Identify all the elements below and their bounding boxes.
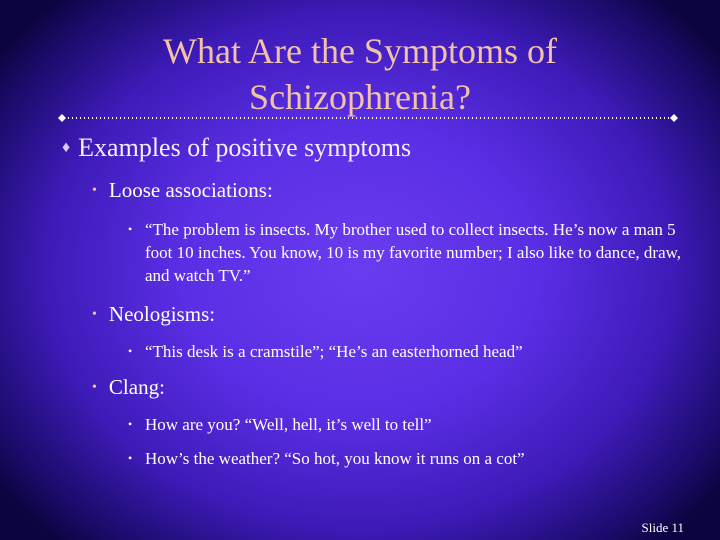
bullet-icon: •	[128, 222, 133, 236]
sub-bullet-text: How’s the weather? “So hot, you know it runs on a cot”	[145, 449, 525, 468]
bullet-loose-associations	[92, 178, 273, 203]
bullet-neologisms	[92, 302, 215, 327]
bullet-icon: •	[128, 451, 133, 465]
title-line-1: What Are the Symptoms of	[163, 31, 557, 71]
bullet-clang	[92, 375, 165, 400]
diamond-bullet-icon: ♦	[62, 139, 71, 156]
bullet-icon: •	[128, 417, 133, 431]
bullet-icon: •	[128, 344, 133, 358]
slide-number: Slide 11	[641, 520, 684, 535]
bullet-label: Neologisms:	[108, 302, 216, 326]
heading-text: Examples of positive symptoms	[78, 133, 412, 162]
bullet-icon: •	[92, 183, 97, 198]
sub-bullet-text: “This desk is a cramstile”; “He’s an easterhorned head”	[145, 342, 523, 361]
bullet-icon: •	[92, 380, 97, 395]
sub-bullet-clang-2	[128, 447, 688, 470]
slide-title	[0, 28, 720, 120]
heading-bullet	[62, 133, 411, 163]
bullet-label: Loose associations:	[108, 178, 273, 202]
sub-bullet-text: How are you? “Well, hell, it’s well to tell”	[145, 415, 432, 434]
sub-bullet-loose-quote	[128, 218, 688, 287]
title-divider	[58, 114, 678, 122]
sub-bullet-neologism-quote	[128, 340, 688, 363]
bullet-icon: •	[92, 307, 97, 322]
sub-bullet-clang-1	[128, 413, 688, 436]
bullet-label: Clang:	[108, 375, 165, 399]
title-line-2: Schizophrenia?	[249, 77, 471, 117]
sub-bullet-text: “The problem is insects. My brother used to collect insects. He’s now a man 5 foot 10 inches. You know, 10 is my favorite number; I also like to dance, draw, and watch TV.”	[145, 220, 682, 285]
